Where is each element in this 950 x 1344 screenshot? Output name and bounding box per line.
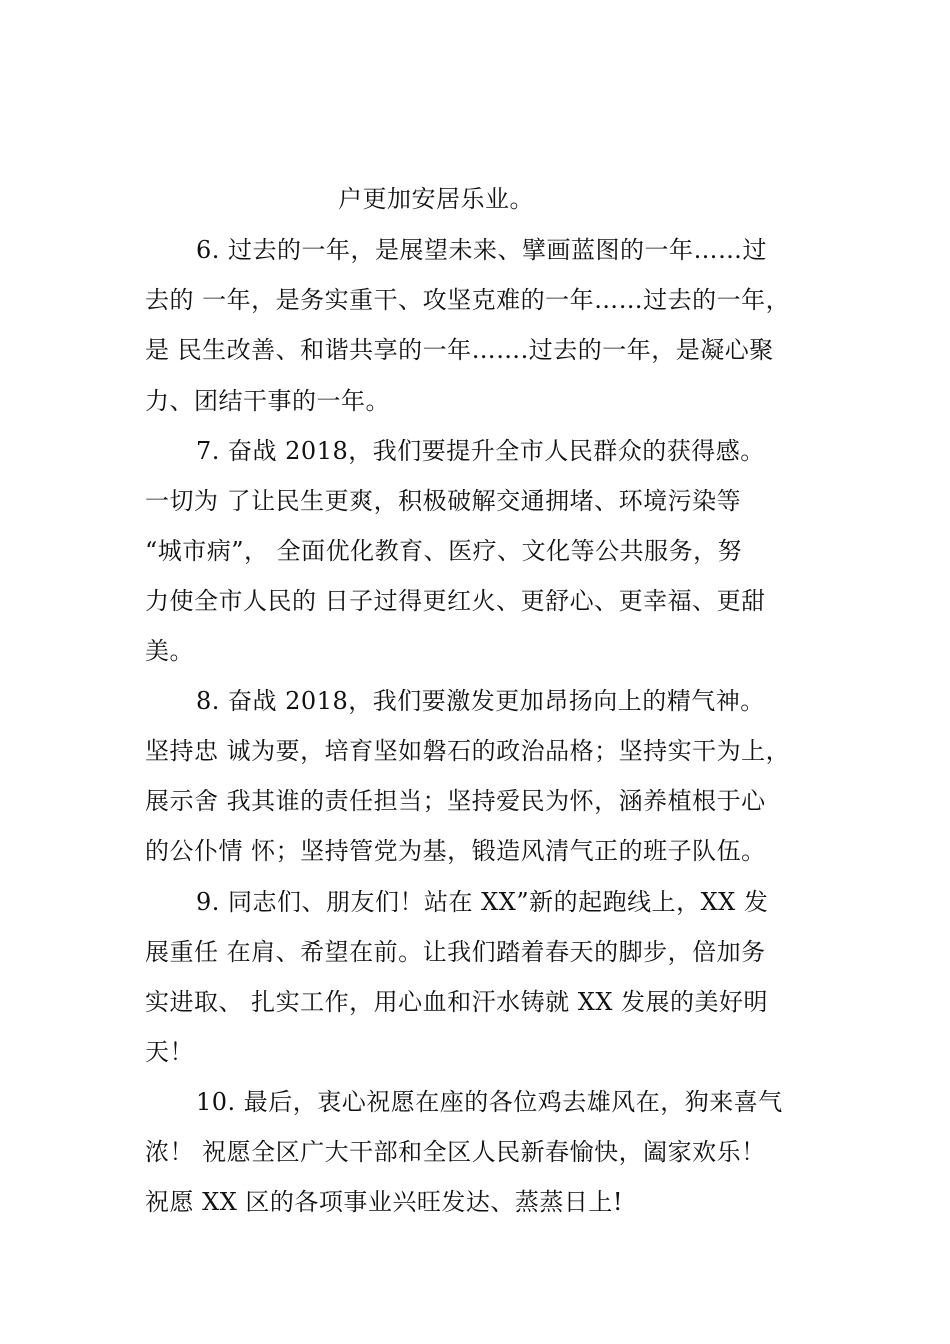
text-line: “城市病”， 全面优化教育、医疗、文化等公共服务，努 [145,537,743,565]
text-line: 坚持忠 诚为要，培育坚如磐石的政治品格；坚持实干为上， [145,737,791,765]
text-line: 户更加安居乐业。 [338,185,534,213]
text-line: 展重任 在肩、希望在前。让我们踏着春天的脚步，倍加务 [145,938,766,966]
paragraph-7-start: 7. 奋战 2018，我们要提升全市人民群众的获得感。 [196,437,765,465]
text-line: 去的 一年，是务实重干、攻坚克难的一年……过去的一年， [145,286,791,314]
paragraph-8-start: 8. 奋战 2018，我们要激发更加昂扬向上的精气神。 [196,687,765,715]
text-line: 祝愿 XX 区的各项事业兴旺发达、蒸蒸日上! [145,1188,624,1216]
text-line: 展示舍 我其谁的责任担当；坚持爱民为怀，涵养植根于心 [145,787,766,815]
paragraph-6-start: 6. 过去的一年，是展望未来、擘画蓝图的一年……过 [196,236,768,264]
paragraph-10-start: 10. 最后，衷心祝愿在座的各位鸡去雄风在，狗来喜气 [196,1088,783,1116]
text-line: 一切为 了让民生更爽，积极破解交通拥堵、环境污染等 [145,487,742,515]
text-line: 美。 [145,637,194,665]
text-line: 浓！ 祝愿全区广大干部和全区人民新春愉快，阖家欢乐！ [145,1138,766,1166]
text-line: 的公仆情 怀；坚持管党为基，锻造风清气正的班子队伍。 [145,837,766,865]
text-line: 是 民生改善、和谐共享的一年…….过去的一年，是凝心聚 [145,336,774,364]
paragraph-9-start: 9. 同志们、朋友们！站在 XX”新的起跑线上，XX 发 [196,888,769,916]
text-line: 力使全市人民的 日子过得更红火、更舒心、更幸福、更甜 [145,587,766,615]
text-line: 实进取、 扎实工作，用心血和汗水铸就 XX 发展的美好明 [145,988,769,1016]
text-line: 力、团结干事的一年。 [145,387,390,415]
text-line: 天！ [145,1038,194,1066]
